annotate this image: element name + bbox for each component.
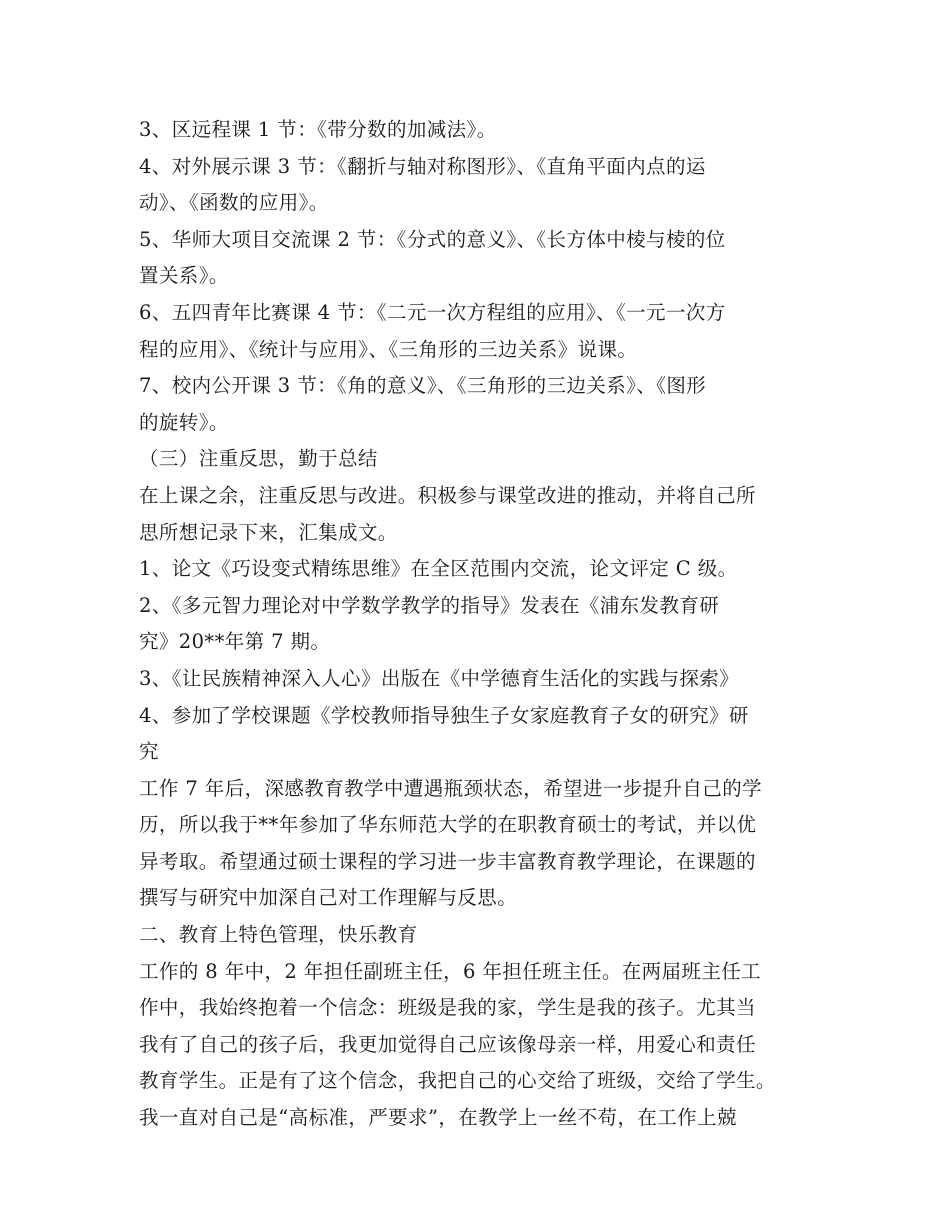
text-line: 动》、《函数的应用》。 [139, 191, 329, 215]
text-line: 我有了自己的孩子后，我更加觉得自己应该像母亲一样，用爱心和责任 [139, 1032, 756, 1056]
text-line: 6、五四青年比赛课 4 节：《二元一次方程组的应用》、《一元一次方 [139, 300, 726, 324]
text-line: 的旋转》。 [139, 410, 229, 434]
text-line: 7、校内公开课 3 节：《角的意义》、《三角形的三边关系》、《图形 [139, 374, 707, 398]
text-line: 教育学生。正是有了这个信念，我把自己的心交给了班级，交给了学生。 [139, 1069, 776, 1093]
text-line: 我一直对自己是“高标准，严要求”，在教学上一丝不苟，在工作上兢 [139, 1106, 737, 1130]
text-line: 5、华师大项目交流课 2 节：《分式的意义》、《长方体中棱与棱的位 [139, 227, 726, 251]
text-line: 置关系》。 [139, 264, 229, 288]
text-line: 2、《多元智力理论对中学数学教学的指导》发表在《浦东发教育研 [139, 593, 720, 617]
text-line: 1、论文《巧设变式精练思维》在全区范围内交流，论文评定 C 级。 [139, 557, 738, 581]
section-heading: （三）注重反思，勤于总结 [139, 447, 378, 471]
text-line: 在上课之余，注重反思与改进。积极参与课堂改进的推动，并将自己所 [139, 483, 756, 507]
text-line: 3、区远程课 1 节：《带分数的加减法》。 [139, 118, 497, 141]
section-heading: 二、教育上特色管理，快乐教育 [139, 923, 418, 947]
text-line: 程的应用》、《统计与应用》、《三角形的三边关系》说课。 [139, 337, 638, 361]
text-line: 究 [139, 740, 159, 764]
text-line: 作中，我始终抱着一个信念：班级是我的家，学生是我的孩子。尤其当 [139, 996, 756, 1020]
text-line: 工作 7 年后，深感教育教学中遭遇瓶颈状态，希望进一步提升自己的学 [139, 776, 763, 800]
text-line: 4、对外展示课 3 节：《翻折与轴对称图形》、《直角平面内点的运 [139, 154, 706, 178]
text-line: 撰写与研究中加深自己对工作理解与反思。 [139, 886, 518, 910]
text-line: 3、《让民族精神深入人心》出版在《中学德育生活化的实践与探索》 [139, 666, 740, 690]
text-line: 思所想记录下来，汇集成文。 [139, 520, 398, 544]
text-line: 历，所以我于**年参加了华东师范大学的在职教育硕士的考试，并以优 [139, 813, 757, 837]
text-line: 究》20**年第 7 期。 [139, 630, 331, 654]
text-line: 异考取。希望通过硕士课程的学习进一步丰富教育教学理论，在课题的 [139, 849, 756, 873]
document-body [139, 112, 839, 1137]
text-line: 4、参加了学校课题《学校教师指导独生子女家庭教育子女的研究》研 [139, 703, 749, 727]
text-line: 工作的 8 年中，2 年担任副班主任，6 年担任班主任。在两届班主任工 [139, 959, 762, 983]
